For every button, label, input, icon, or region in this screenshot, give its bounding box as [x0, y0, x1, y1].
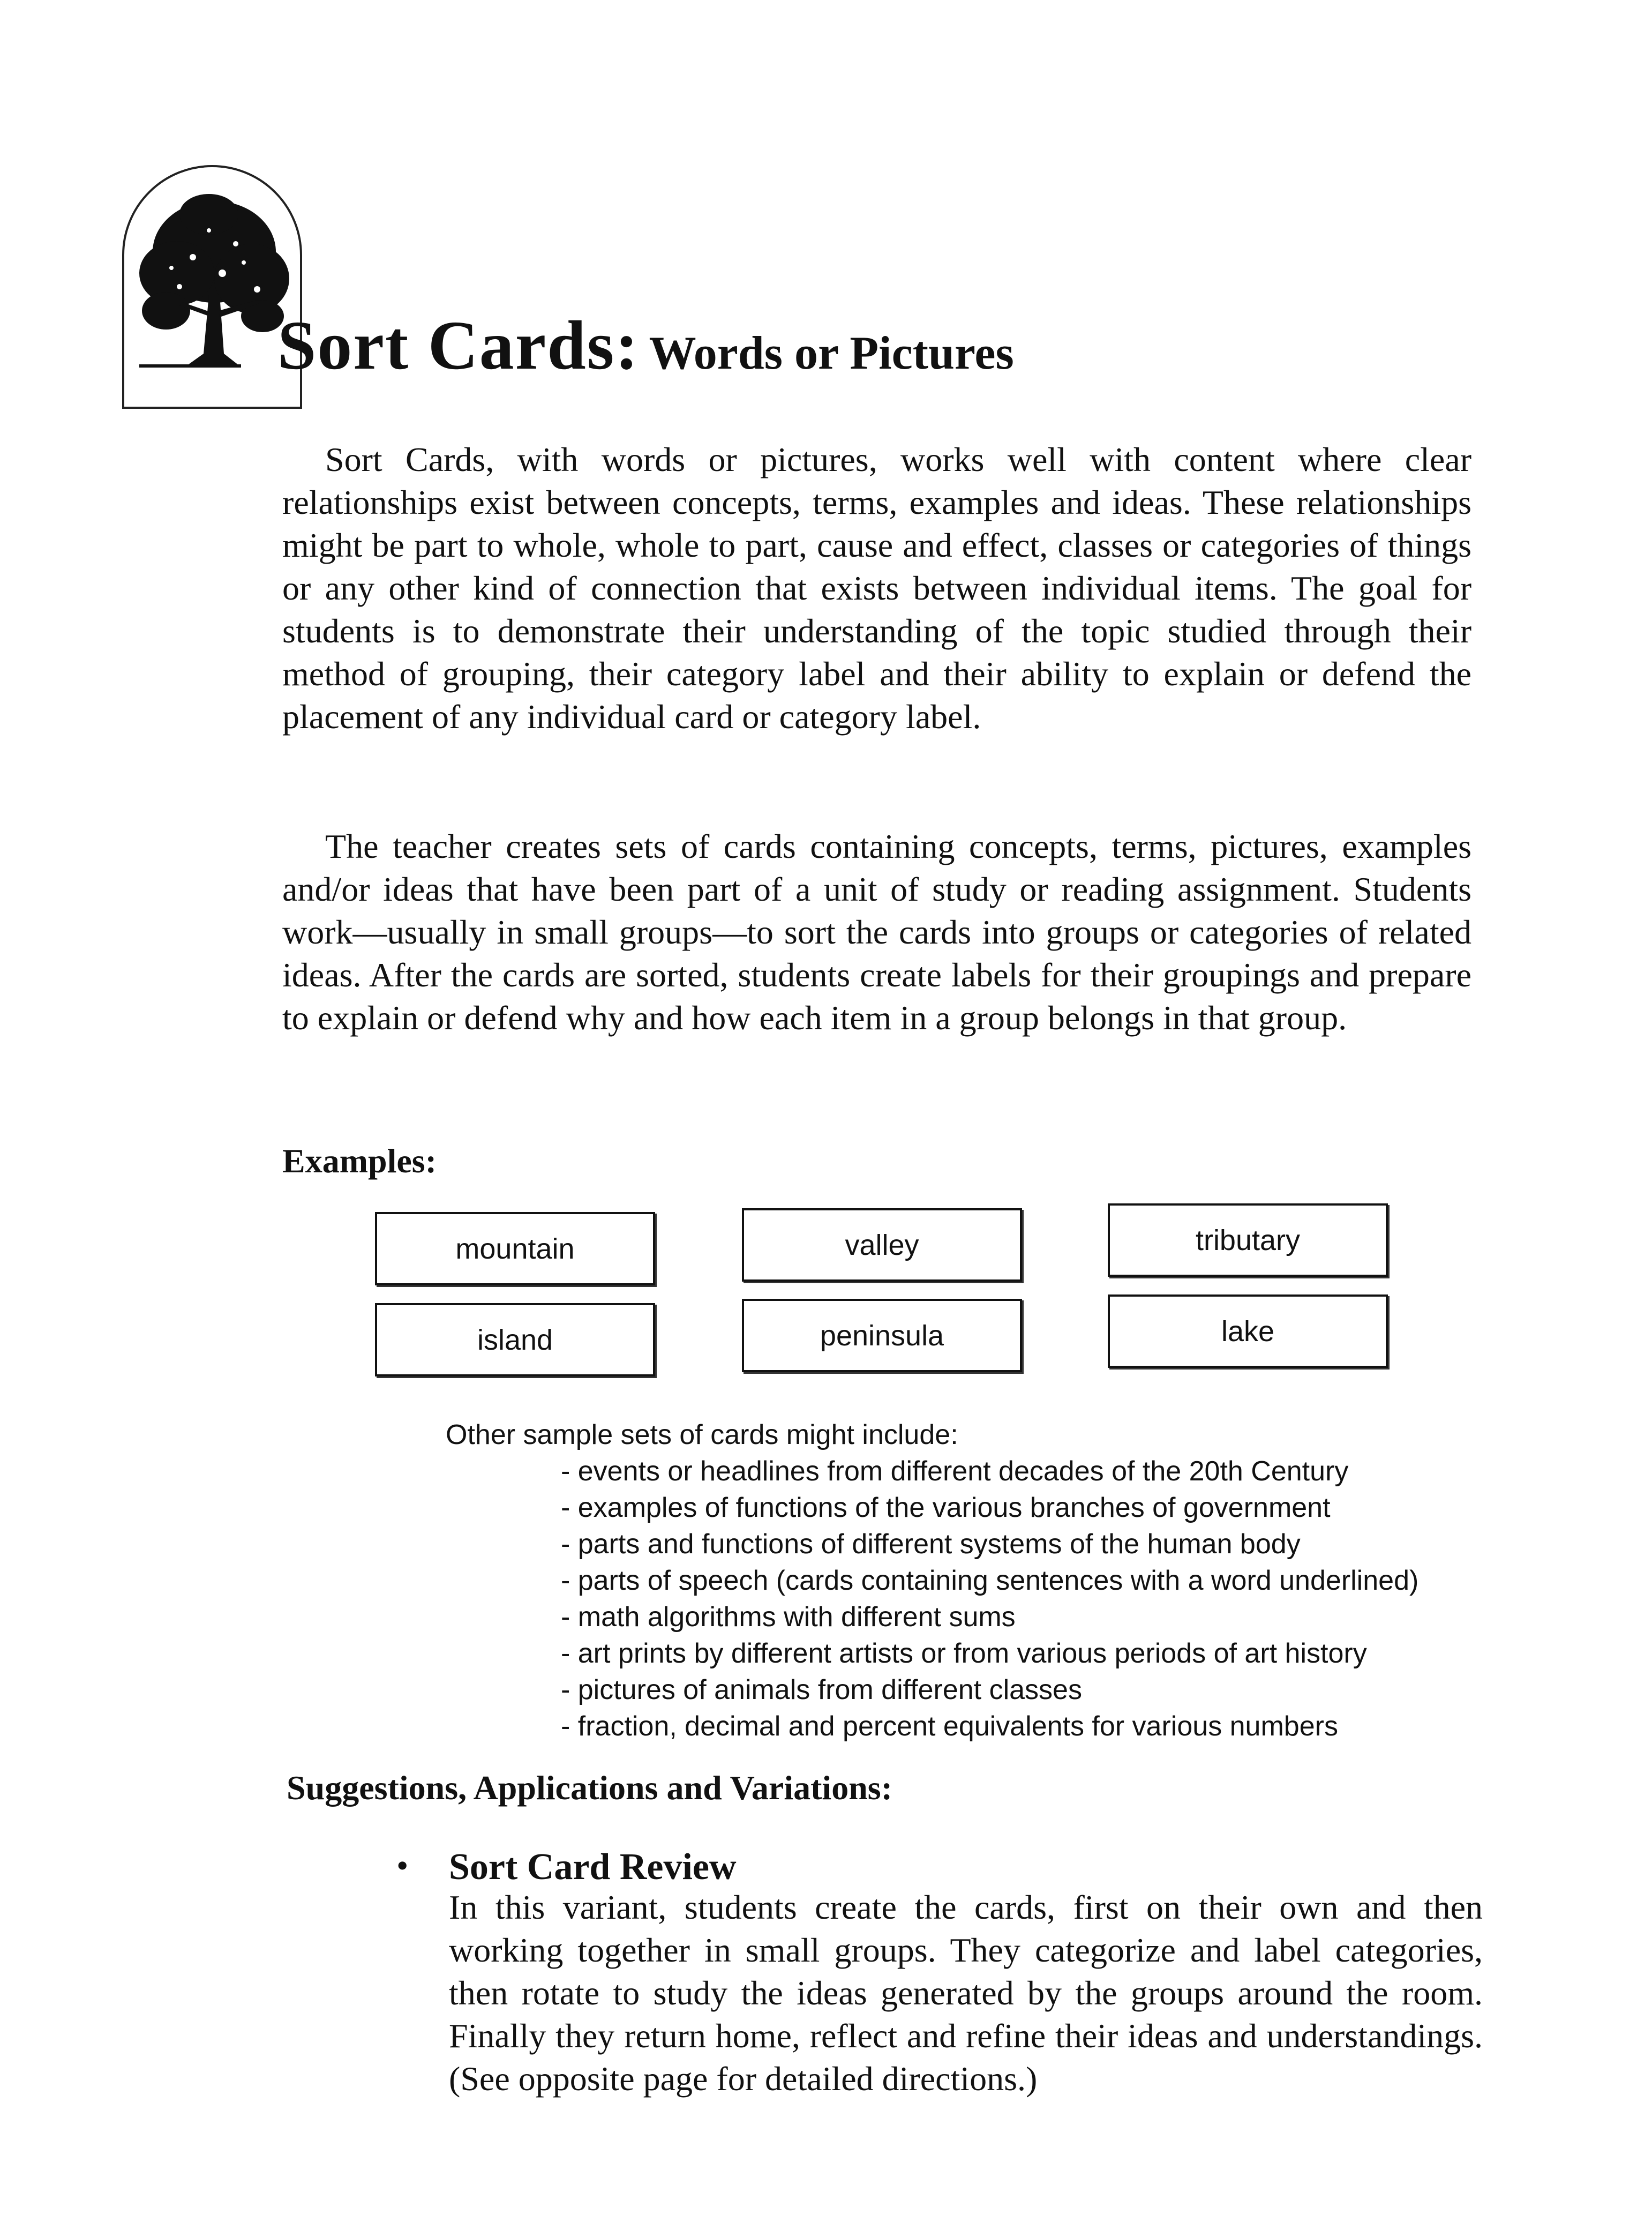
list-item: - art prints by different artists or from various periods of art history — [561, 1638, 1367, 1669]
sample-sets — [446, 1417, 1517, 1745]
page-title — [277, 305, 1014, 386]
list-item: - math algorithms with different sums — [561, 1602, 1016, 1633]
list-item: - events or headlines from different decades of the 20th Century — [561, 1456, 1349, 1487]
list-item: - parts of speech (cards containing sentences with a word underlined) — [561, 1565, 1419, 1596]
title-main: Sort Cards: — [277, 307, 640, 384]
list-item: - parts and functions of different systems of the human body — [561, 1529, 1301, 1560]
example-card: valley — [742, 1208, 1022, 1282]
process-paragraph: The teacher creates sets of cards containing concepts, terms, pictures, examples and/or ideas that have been part of a unit of study or reading assignment. Students work—usually in small groups—to sort the cards into groups or categories of related ideas. After the cards are sorted, students create labels for their groupings and prepare to explain or defend why and how each item in a group belongs in that group. — [282, 827, 1471, 1037]
list-item: - examples of functions of the various branches of government — [561, 1492, 1331, 1523]
samples-intro: Other sample sets of cards might include: — [446, 1419, 958, 1450]
example-card: tributary — [1108, 1203, 1388, 1277]
example-card: peninsula — [742, 1299, 1022, 1372]
variant-title: Sort Card Review — [449, 1846, 737, 1888]
examples-heading: Examples: — [282, 1142, 437, 1180]
list-item: - pictures of animals from different classes — [561, 1674, 1082, 1705]
bullet-icon: • — [396, 1846, 409, 1884]
suggestions-heading: Suggestions, Applications and Variations: — [287, 1769, 892, 1807]
example-card: island — [375, 1303, 655, 1376]
list-item: - fraction, decimal and percent equivalents for various numbers — [561, 1711, 1338, 1742]
variant-paragraph: In this variant, students create the cards, first on their own and then working together in small groups. They categorize and label categories, then rotate to study the ideas generated by the groups around the room. Finally they return home, reflect and refine their ideas and understandings. (See opposite page for detailed directions.) — [449, 1888, 1483, 2098]
example-card: lake — [1108, 1294, 1388, 1368]
intro-paragraph: Sort Cards, with words or pictures, works well with content where clear relationships exist between concepts, terms, examples and ideas. These relationships might be part to whole, whole to part, cause and effect, classes or categories of things or any other kind of connection that exists between individual items. The goal for students is to demonstrate their understanding of the topic studied through their method of grouping, their category label and their ability to explain or defend the placement of any individual card or category label. — [282, 440, 1471, 736]
example-card: mountain — [375, 1212, 655, 1285]
title-sub: Words or Pictures — [649, 327, 1014, 379]
samples-list — [446, 1453, 1517, 1745]
